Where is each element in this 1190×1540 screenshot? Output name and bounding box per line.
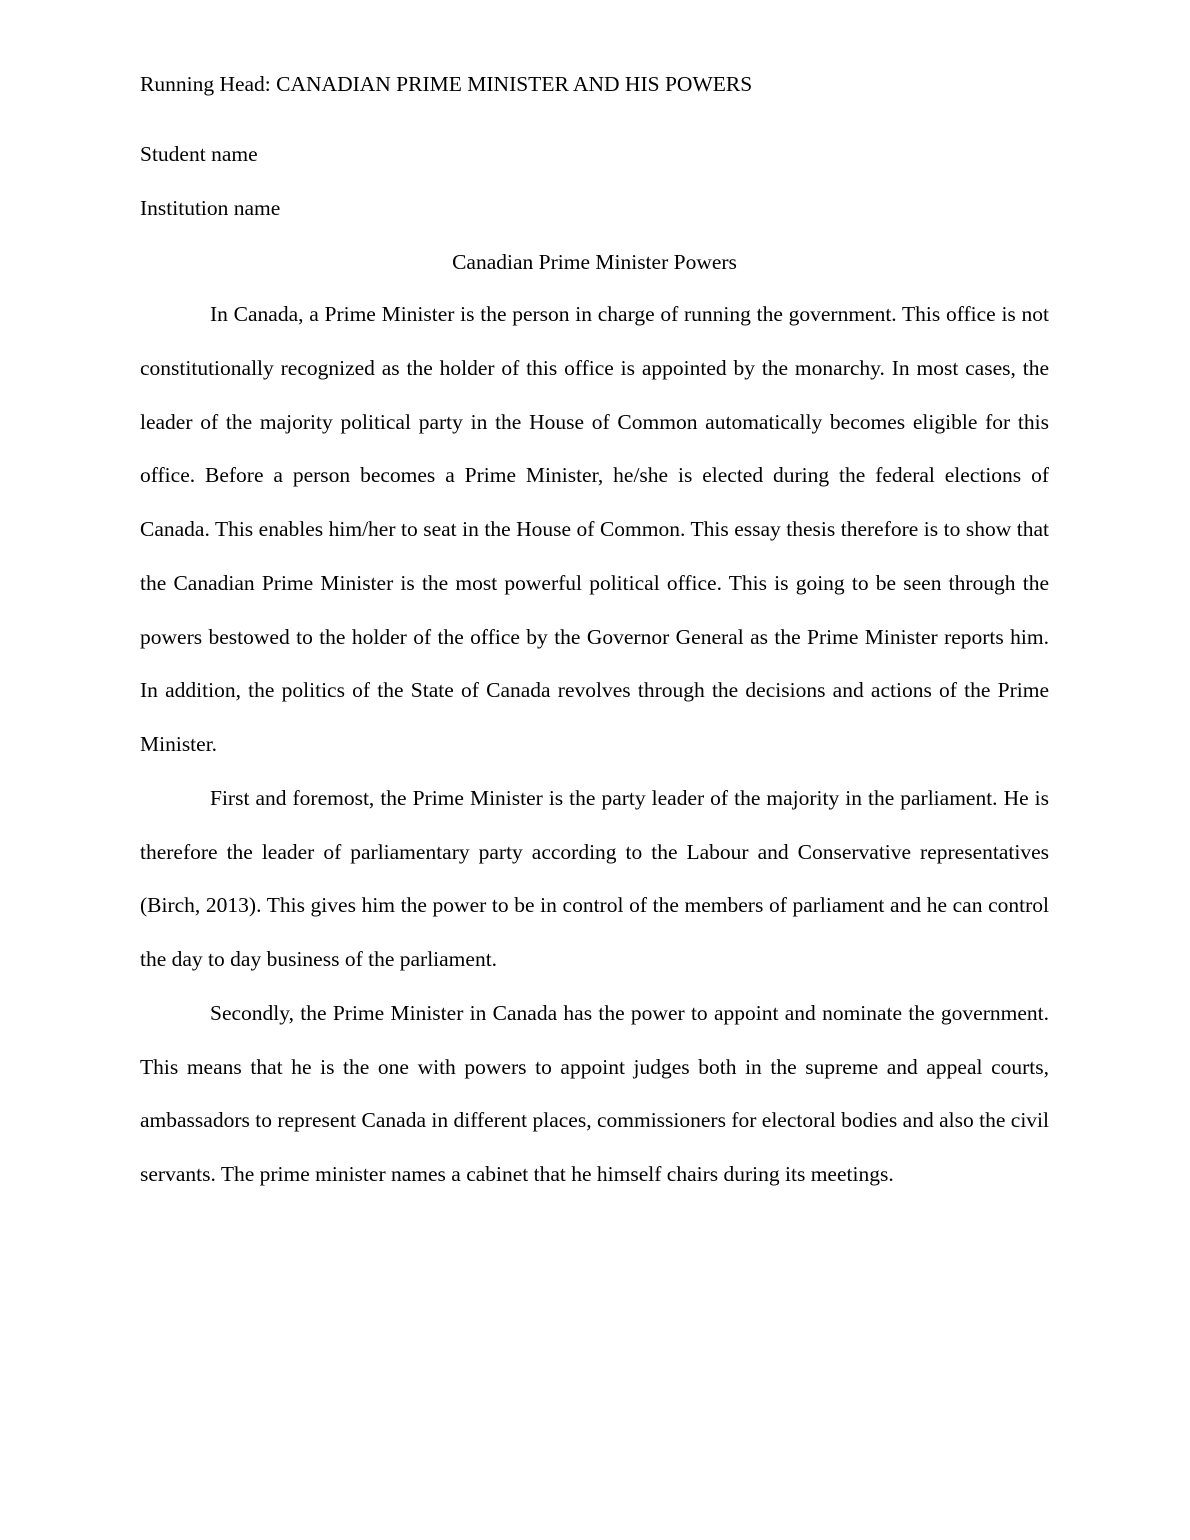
student-name: Student name bbox=[140, 142, 258, 166]
paragraph-introduction: In Canada, a Prime Minister is the person in charge of running the government. This office is not constitutionally recognized as the holder of this office is appointed by the monarchy. In most cases, the leader of the majority political party in the House of Common automatically becomes eligible for this office. Before a person becomes a Prime Minister, he/she is elected during the federal elections of Canada. This enables him/her to seat in the House of Common. This essay thesis therefore is to show that the Canadian Prime Minister is the most powerful political office. This is going to be seen through the powers bestowed to the holder of the office by the Governor General as the Prime Minister reports him. In addition, the politics of the State of Canada revolves through the decisions and actions of the Prime Minister. bbox=[140, 302, 1049, 756]
essay-title: Canadian Prime Minister Powers bbox=[452, 250, 737, 274]
institution-name: Institution name bbox=[140, 196, 281, 220]
essay-body bbox=[140, 288, 1049, 1202]
paragraph-appointment-powers: Secondly, the Prime Minister in Canada has the power to appoint and nominate the government. This means that he is the one with powers to appoint judges both in the supreme and appeal courts, ambassadors to represent Canada in different places, commissioners for electoral bodies and also the civil servants. The prime minister names a cabinet that he himself chairs during its meetings. bbox=[140, 1000, 1049, 1186]
paragraph-party-leader: First and foremost, the Prime Minister is the party leader of the majority in the parliament. He is therefore the leader of parliamentary party according to the Labour and Conservative representatives (Birch, 2013). This gives him the power to be in control of the members of parliament and he can control the day to day business of the parliament. bbox=[140, 785, 1049, 971]
running-head: Running Head: CANADIAN PRIME MINISTER AND HIS POWERS bbox=[140, 72, 753, 96]
